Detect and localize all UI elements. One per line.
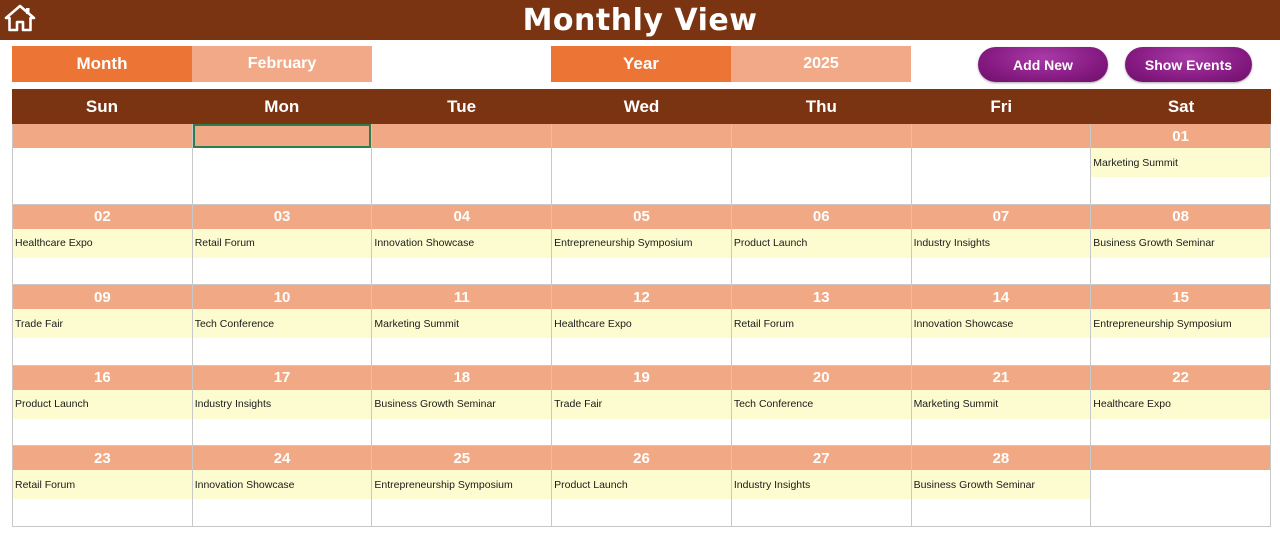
day-number: 10 [193, 285, 372, 309]
year-selector [551, 46, 911, 82]
day-number [552, 124, 731, 148]
day-event: Entrepreneurship Symposium [372, 470, 551, 499]
day-cell[interactable] [552, 205, 732, 286]
day-event: Product Launch [732, 229, 911, 258]
day-number [1091, 446, 1270, 470]
day-number: 02 [13, 205, 192, 229]
day-cell[interactable] [1091, 285, 1271, 366]
day-event: Tech Conference [732, 390, 911, 419]
year-value[interactable]: 2025 [731, 46, 911, 82]
day-number: 16 [13, 366, 192, 390]
day-cell[interactable] [1091, 366, 1271, 447]
day-event: Product Launch [552, 470, 731, 499]
day-number: 25 [372, 446, 551, 470]
weekday-wed: Wed [623, 96, 660, 116]
day-number [912, 124, 1091, 148]
day-cell[interactable] [372, 205, 552, 286]
day-event: Trade Fair [13, 309, 192, 338]
day-event: Entrepreneurship Symposium [552, 229, 731, 258]
month-selector [12, 46, 372, 82]
page-title: Monthly View [522, 2, 758, 38]
day-cell[interactable] [13, 366, 193, 447]
day-number: 20 [732, 366, 911, 390]
day-cell[interactable] [732, 366, 912, 447]
day-number [13, 124, 192, 148]
weekday-tue: Tue [447, 96, 477, 116]
day-event [13, 148, 192, 177]
weekday-thu: Thu [805, 96, 837, 116]
day-number: 19 [552, 366, 731, 390]
day-event [1091, 470, 1270, 499]
day-event: Business Growth Seminar [372, 390, 551, 419]
day-event [912, 148, 1091, 177]
day-number: 17 [193, 366, 372, 390]
weekday-sat: Sat [1167, 96, 1195, 116]
show-events-button[interactable]: Show Events [1125, 47, 1252, 82]
year-label: Year [551, 46, 731, 82]
title-bar [0, 0, 1280, 40]
day-cell[interactable] [552, 124, 732, 205]
day-event: Retail Forum [13, 470, 192, 499]
calendar-weeks [12, 124, 1271, 527]
day-cell[interactable] [912, 205, 1092, 286]
day-cell[interactable] [552, 446, 732, 527]
day-event: Entrepreneurship Symposium [1091, 309, 1270, 338]
day-cell[interactable] [1091, 205, 1271, 286]
day-number: 09 [13, 285, 192, 309]
day-number: 24 [193, 446, 372, 470]
day-number: 22 [1091, 366, 1270, 390]
day-event: Marketing Summit [1091, 148, 1270, 177]
weekday-sun: Sun [85, 96, 118, 116]
day-cell[interactable] [193, 285, 373, 366]
day-cell[interactable] [13, 124, 193, 205]
day-number: 15 [1091, 285, 1270, 309]
add-new-button[interactable]: Add New [978, 47, 1108, 82]
day-number: 03 [193, 205, 372, 229]
day-cell[interactable] [13, 205, 193, 286]
day-cell[interactable] [912, 124, 1092, 205]
day-event: Industry Insights [912, 229, 1091, 258]
day-cell[interactable] [372, 124, 552, 205]
calendar-grid [12, 89, 1271, 527]
day-cell[interactable] [1091, 124, 1271, 205]
day-number [372, 124, 551, 148]
weekday-header [12, 89, 1271, 124]
day-cell[interactable] [13, 285, 193, 366]
day-number: 27 [732, 446, 911, 470]
day-event: Retail Forum [193, 229, 372, 258]
day-cell[interactable] [193, 124, 373, 205]
day-number: 28 [912, 446, 1091, 470]
day-event [193, 148, 372, 177]
month-label: Month [12, 46, 192, 82]
day-event: Healthcare Expo [1091, 390, 1270, 419]
day-number: 14 [912, 285, 1091, 309]
day-event [552, 148, 731, 177]
day-cell[interactable] [372, 366, 552, 447]
day-cell[interactable] [193, 205, 373, 286]
day-event: Industry Insights [193, 390, 372, 419]
day-cell[interactable] [193, 446, 373, 527]
day-cell[interactable] [372, 285, 552, 366]
day-number: 07 [912, 205, 1091, 229]
day-number: 23 [13, 446, 192, 470]
day-cell[interactable] [732, 124, 912, 205]
day-event: Marketing Summit [912, 390, 1091, 419]
day-number [732, 124, 911, 148]
day-event: Business Growth Seminar [1091, 229, 1270, 258]
day-number: 18 [372, 366, 551, 390]
day-cell[interactable] [732, 285, 912, 366]
day-event: Tech Conference [193, 309, 372, 338]
day-cell[interactable] [193, 366, 373, 447]
day-event: Product Launch [13, 390, 192, 419]
day-cell[interactable] [912, 285, 1092, 366]
day-cell[interactable] [912, 366, 1092, 447]
day-cell[interactable] [552, 366, 732, 447]
day-cell[interactable] [732, 205, 912, 286]
day-number: 01 [1091, 124, 1270, 148]
day-number: 08 [1091, 205, 1270, 229]
day-number: 05 [552, 205, 731, 229]
day-number: 11 [372, 285, 551, 309]
day-event: Industry Insights [732, 470, 911, 499]
day-cell[interactable] [372, 446, 552, 527]
day-event [732, 148, 911, 177]
day-event: Healthcare Expo [13, 229, 192, 258]
day-event: Innovation Showcase [912, 309, 1091, 338]
day-event: Innovation Showcase [372, 229, 551, 258]
day-number: 21 [912, 366, 1091, 390]
day-number: 04 [372, 205, 551, 229]
day-event: Business Growth Seminar [912, 470, 1091, 499]
weekday-mon: Mon [264, 96, 300, 116]
day-event: Innovation Showcase [193, 470, 372, 499]
day-cell[interactable] [912, 446, 1092, 527]
month-value[interactable]: February [192, 46, 372, 82]
day-cell[interactable] [732, 446, 912, 527]
day-cell[interactable] [552, 285, 732, 366]
day-number [193, 124, 372, 148]
day-cell[interactable] [13, 446, 193, 527]
day-number: 12 [552, 285, 731, 309]
day-number: 13 [732, 285, 911, 309]
day-event: Trade Fair [552, 390, 731, 419]
weekday-fri: Fri [990, 96, 1013, 116]
day-number: 26 [552, 446, 731, 470]
day-number: 06 [732, 205, 911, 229]
day-event: Retail Forum [732, 309, 911, 338]
day-event [372, 148, 551, 177]
home-icon[interactable] [4, 3, 36, 33]
day-event: Marketing Summit [372, 309, 551, 338]
day-event: Healthcare Expo [552, 309, 731, 338]
day-cell[interactable] [1091, 446, 1271, 527]
